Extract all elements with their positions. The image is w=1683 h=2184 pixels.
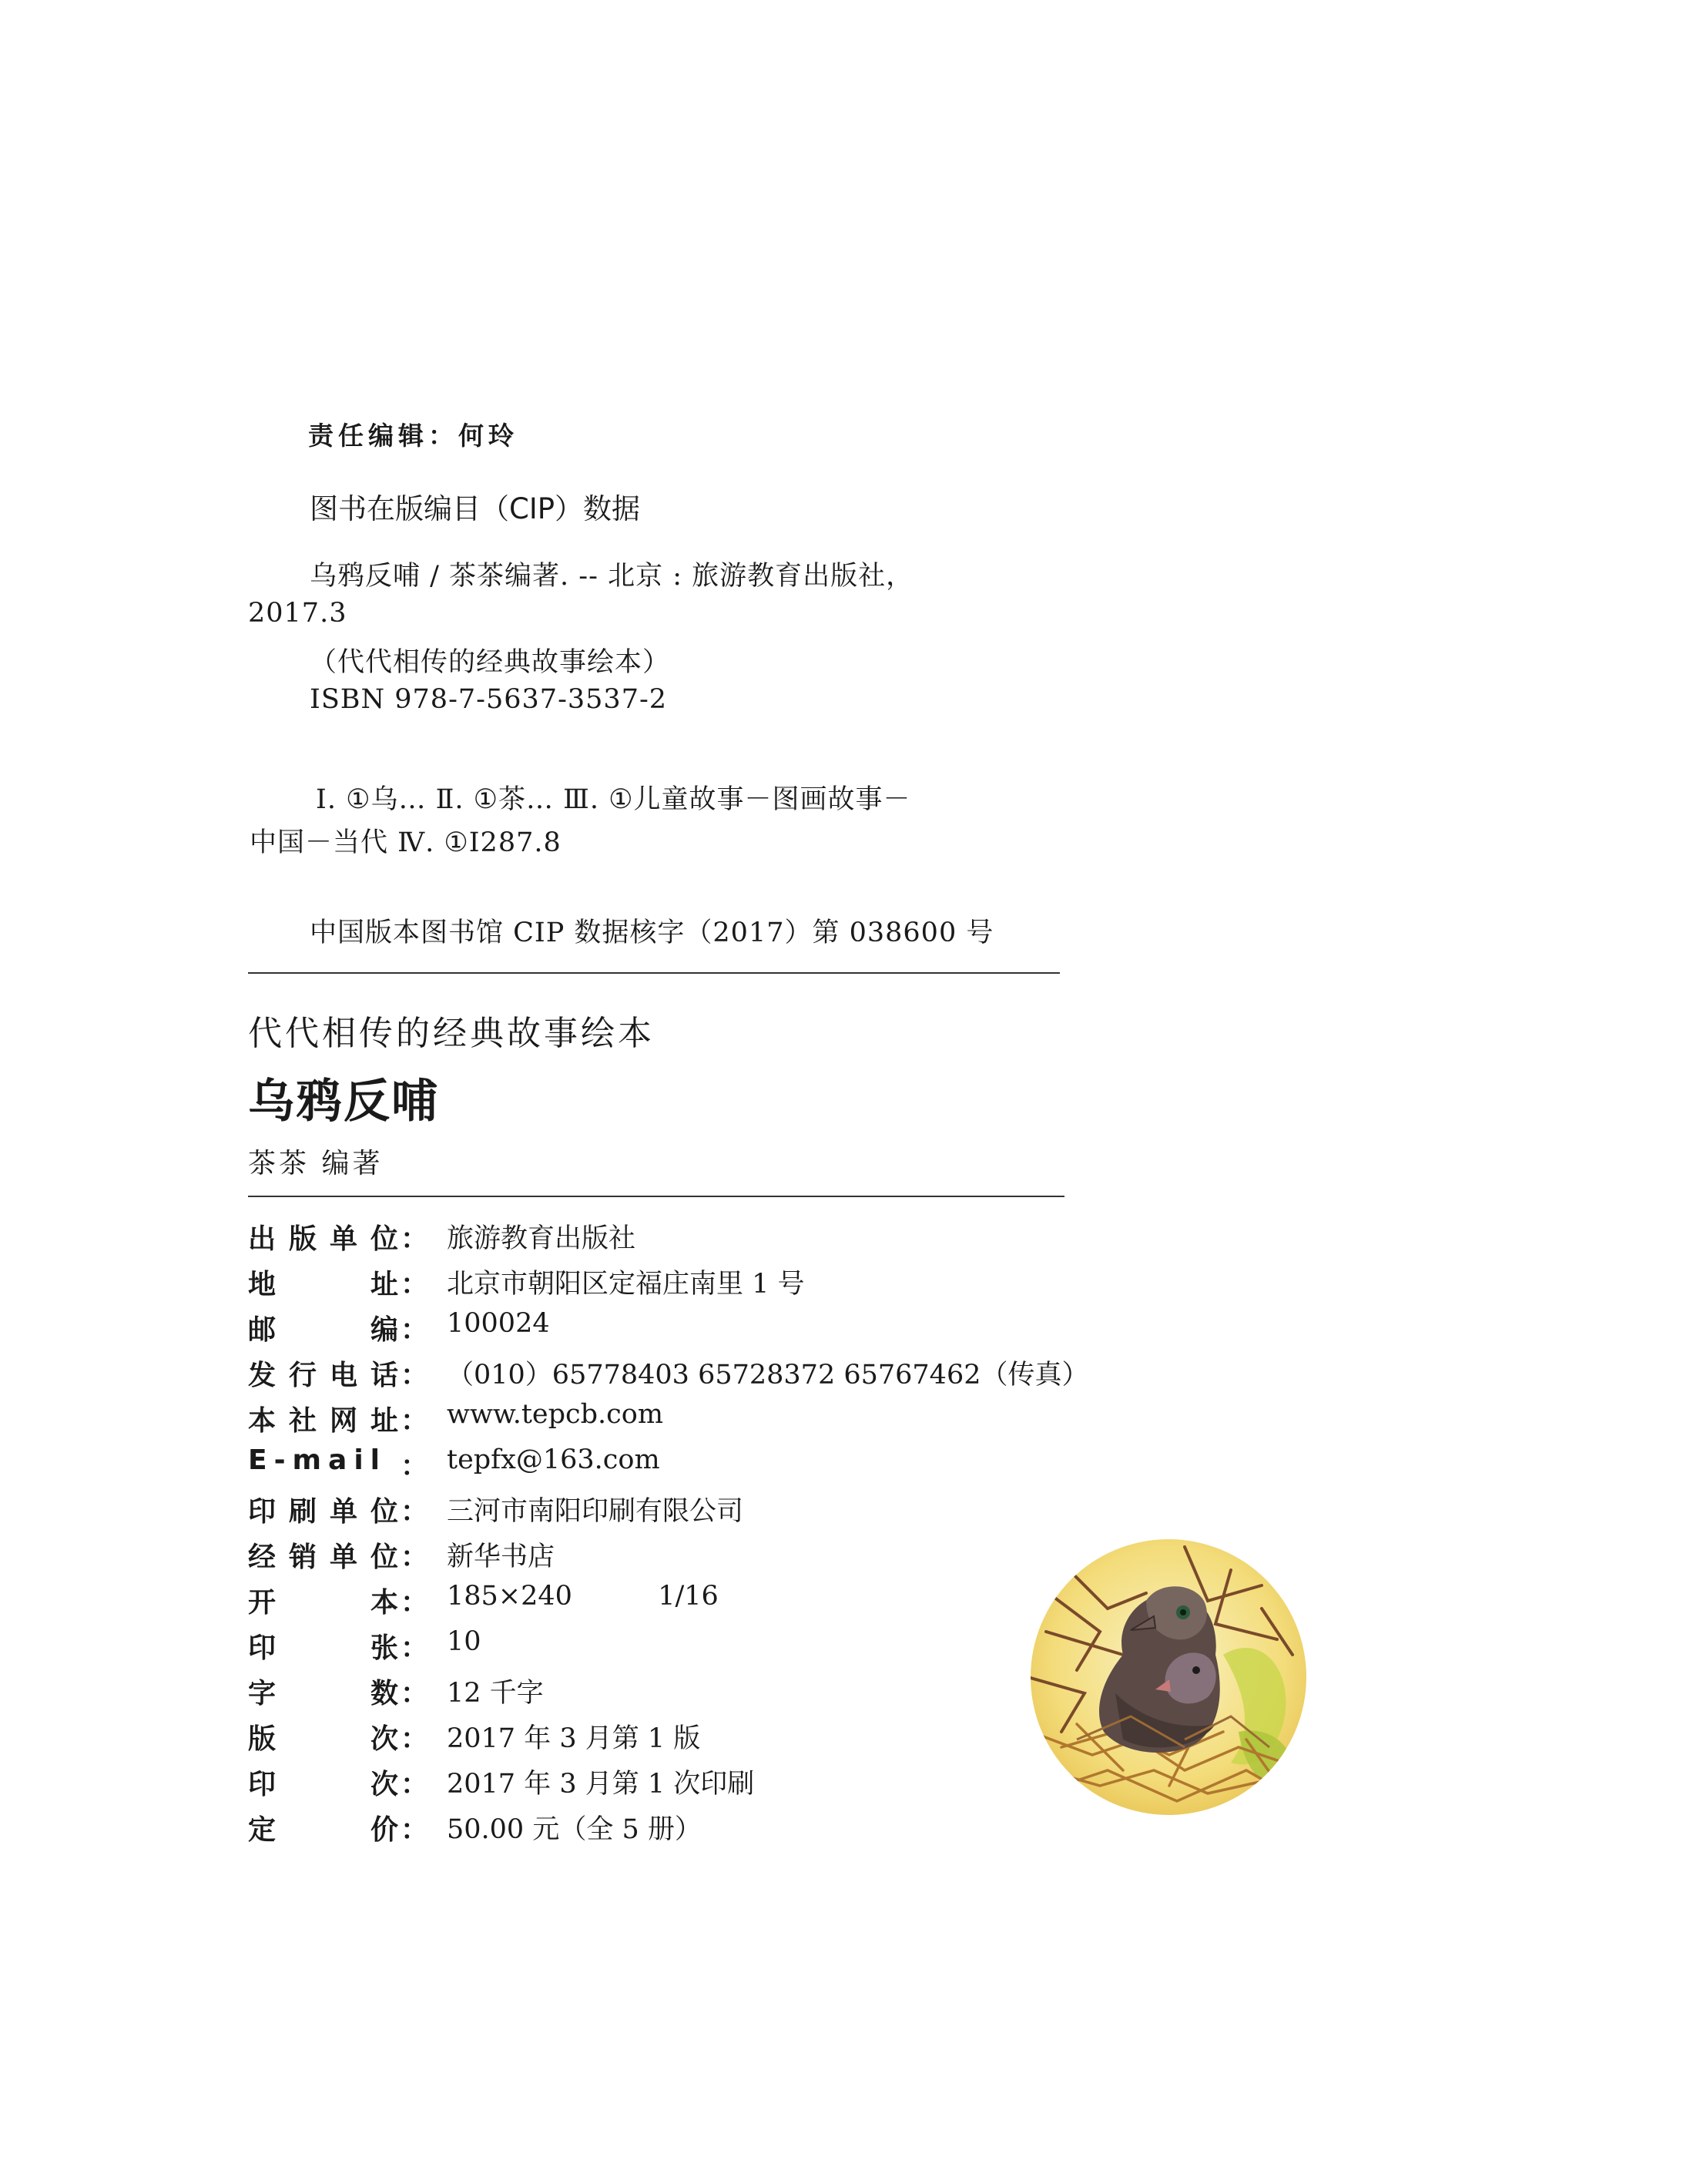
info-row-email [248, 1444, 1095, 1488]
info-row-edition [248, 1717, 1095, 1760]
info-row-printer [248, 1490, 1095, 1533]
cip-classification: 中国－当代 Ⅳ. ①I287.8 [250, 827, 562, 858]
info-row-format [248, 1581, 1095, 1624]
info-row-printing [248, 1763, 1095, 1806]
info-value: 旅游教育出版社 [447, 1223, 636, 1254]
info-value: 北京市朝阳区定福庄南里 1 号 [447, 1269, 805, 1300]
info-row-phone [248, 1354, 1095, 1397]
responsible-editor: 责任编辑：何玲 [308, 421, 518, 451]
info-colon: ： [401, 1405, 429, 1437]
info-colon: ： [401, 1451, 429, 1482]
info-row-wordcount [248, 1672, 1095, 1715]
info-label: 经销单位 [248, 1542, 398, 1573]
info-label: 印刷单位 [248, 1496, 398, 1528]
crow-illustration [1031, 1539, 1306, 1815]
book-title: 乌鸦反哺 [248, 1075, 439, 1129]
info-value: www.tepcb.com [447, 1399, 664, 1430]
info-value: （010）65778403 65728372 65767462（传真） [447, 1360, 1089, 1391]
info-label: 发行电话 [248, 1360, 398, 1391]
info-value: 10 [447, 1626, 481, 1657]
cip-classification: Ⅰ. ①乌… Ⅱ. ①茶… Ⅲ. ①儿童故事－图画故事－ [316, 784, 911, 815]
info-label: 定价 [248, 1814, 398, 1846]
cip-isbn: ISBN 978-7-5637-3537-2 [310, 684, 668, 715]
series-title: 代代相传的经典故事绘本 [248, 1014, 655, 1053]
info-colon: ： [401, 1223, 429, 1255]
info-value: 2017 年 3 月第 1 版 [447, 1723, 701, 1754]
info-label: 版次 [248, 1723, 398, 1755]
info-row-publisher [248, 1217, 1095, 1260]
cip-line: （代代相传的经典故事绘本） [310, 647, 671, 678]
info-colon: ： [401, 1269, 429, 1300]
info-row-distributor [248, 1535, 1095, 1578]
info-value: 新华书店 [447, 1542, 555, 1572]
info-colon: ： [401, 1314, 429, 1346]
info-colon: ： [401, 1360, 429, 1391]
cip-line: 乌鸦反哺 / 茶茶编著. -- 北京 : 旅游教育出版社， [310, 561, 914, 592]
info-colon: ： [401, 1723, 429, 1755]
info-label: 印次 [248, 1769, 398, 1800]
info-value: 12 千字 [447, 1678, 544, 1709]
info-colon: ： [401, 1632, 429, 1664]
info-value: tepfx@163.com [447, 1444, 660, 1475]
author-line: 茶茶 编著 [248, 1148, 384, 1179]
info-label: 字数 [248, 1678, 398, 1709]
info-label: 出版单位 [248, 1223, 398, 1255]
divider [248, 1196, 1064, 1197]
cip-line: 2017.3 [248, 598, 347, 629]
info-value: 50.00 元（全 5 册） [447, 1814, 702, 1845]
info-value: 2017 年 3 月第 1 次印刷 [447, 1769, 755, 1800]
info-colon: ： [401, 1678, 429, 1709]
info-row-postcode [248, 1308, 1095, 1351]
info-label: 地址 [248, 1269, 398, 1300]
info-label: 本社网址 [248, 1405, 398, 1437]
info-label: 印张 [248, 1632, 398, 1664]
info-label: 开本 [248, 1587, 398, 1619]
info-colon: ： [401, 1496, 429, 1528]
info-label: E-mail [248, 1444, 387, 1476]
info-row-sheets [248, 1626, 1095, 1669]
info-row-address [248, 1263, 1095, 1306]
info-row-price [248, 1808, 1095, 1851]
divider [248, 972, 1060, 974]
info-colon: ： [401, 1769, 429, 1800]
info-value: 185×240 1/16 [447, 1581, 719, 1612]
cip-heading: 图书在版编目（CIP）数据 [310, 492, 641, 525]
info-label: 邮编 [248, 1314, 398, 1346]
info-colon: ： [401, 1814, 429, 1846]
info-colon: ： [401, 1542, 429, 1573]
info-row-website [248, 1399, 1095, 1442]
info-value: 三河市南阳印刷有限公司 [447, 1496, 744, 1527]
info-colon: ： [401, 1587, 429, 1619]
info-value: 100024 [447, 1308, 550, 1339]
cip-record-number: 中国版本图书馆 CIP 数据核字（2017）第 038600 号 [310, 918, 994, 948]
